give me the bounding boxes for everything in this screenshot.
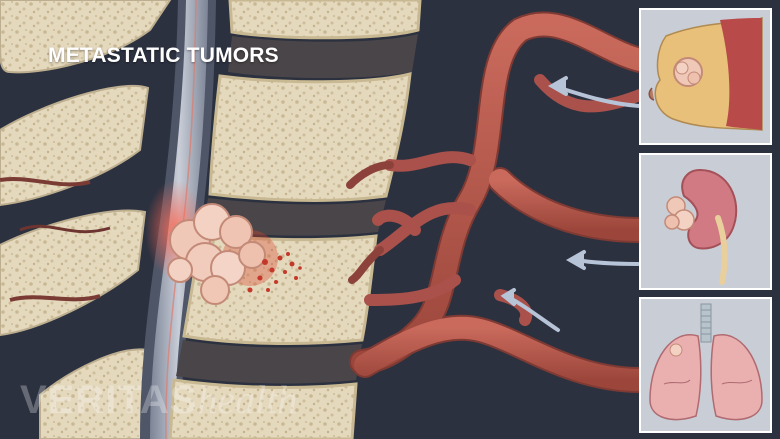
- organ-panel-lungs: [640, 298, 771, 432]
- organ-panel-breast: [640, 9, 771, 144]
- watermark-suffix: health: [197, 377, 298, 422]
- organ-panel-kidney: [640, 154, 771, 289]
- watermark-brand: VERITAS: [20, 378, 198, 422]
- veritas-health-watermark: [20, 377, 298, 422]
- page-title: METASTATIC TUMORS: [48, 44, 279, 67]
